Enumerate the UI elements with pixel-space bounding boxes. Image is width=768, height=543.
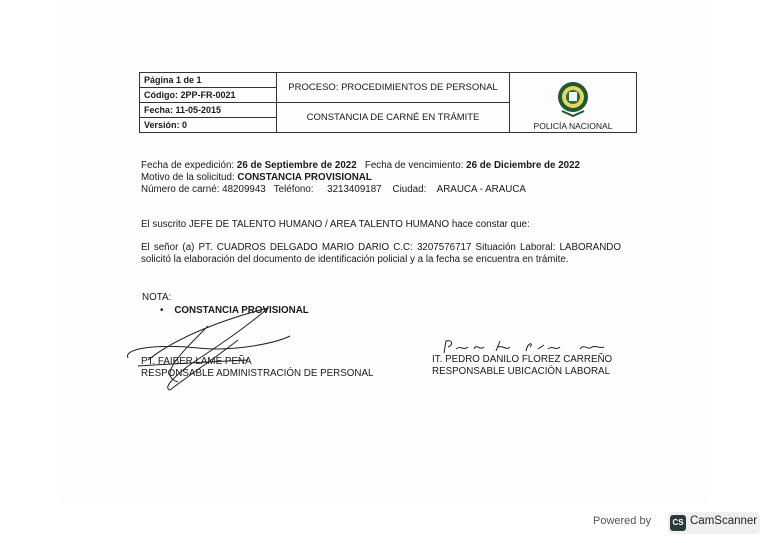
right-signer-name: IT. PEDRO DANILO FLOREZ CARREÑO	[432, 354, 613, 365]
expiry-label: Fecha de vencimiento:	[364, 160, 464, 171]
document-version: Versión: 0	[140, 118, 277, 133]
issue-date: 26 de Septiembre de 2022	[236, 160, 357, 171]
expiry-date: 26 de Diciembre de 2022	[466, 160, 580, 171]
page-number: Página 1 de 1	[140, 73, 277, 88]
right-signer-role: RESPONSABLE UBICACIÓN LABORAL	[432, 366, 611, 377]
body-paragraph: El señor (a) PT. CUADROS DELGADO MARIO DARIO C.C: 3207576717 Situación Laboral: LABORANDO solicitó la elaboración del documento de identificación policial y a la fecha se encuentra en trámite.	[141, 242, 621, 265]
document-date: Fecha: 11-05-2015	[140, 103, 277, 118]
card-line	[141, 184, 526, 195]
left-signature	[118, 296, 308, 396]
reason-value: CONSTANCIA PROVISIONAL	[237, 172, 372, 183]
card-number: 48209943	[222, 184, 266, 195]
phone-value: 3213409187	[327, 184, 382, 195]
powered-by-text: Powered by	[593, 515, 652, 527]
note-label: NOTA:	[142, 292, 172, 303]
process-title: PROCESO: PROCEDIMIENTOS DE PERSONAL	[277, 73, 510, 103]
camscanner-badge	[668, 512, 760, 534]
phone-label: Teléfono:	[273, 184, 314, 195]
issue-expiry-line	[141, 160, 580, 171]
bullet-icon: •	[160, 305, 164, 316]
left-signer-name: PT. FAIBER LAME PEÑA	[141, 356, 252, 367]
camscanner-icon: CS	[670, 515, 686, 531]
statement-line: El suscrito JEFE DE TALENTO HUMANO / AREA TALENTO HUMANO hace constar que:	[141, 219, 530, 230]
card-label: Número de carné:	[141, 184, 220, 195]
document-code: Código: 2PP-FR-0021	[140, 88, 277, 103]
issue-label: Fecha de expedición:	[141, 160, 235, 171]
camscanner-brand: CamScanner	[690, 515, 758, 527]
note-item-text: CONSTANCIA PROVISIONAL	[174, 305, 309, 316]
left-signer-role: RESPONSABLE ADMINISTRACIÓN DE PERSONAL	[141, 368, 374, 379]
police-emblem-icon	[556, 80, 590, 118]
city-value: ARAUCA - ARAUCA	[436, 184, 526, 195]
reason-label: Motivo de la solicitud:	[141, 172, 235, 183]
organization-name: POLICÍA NACIONAL	[533, 121, 613, 131]
document-title: CONSTANCIA DE CARNÉ EN TRÁMITE	[277, 103, 510, 133]
organization-cell	[510, 73, 637, 133]
city-label: Ciudad:	[392, 184, 427, 195]
document-header	[139, 72, 637, 133]
reason-line	[141, 172, 372, 183]
